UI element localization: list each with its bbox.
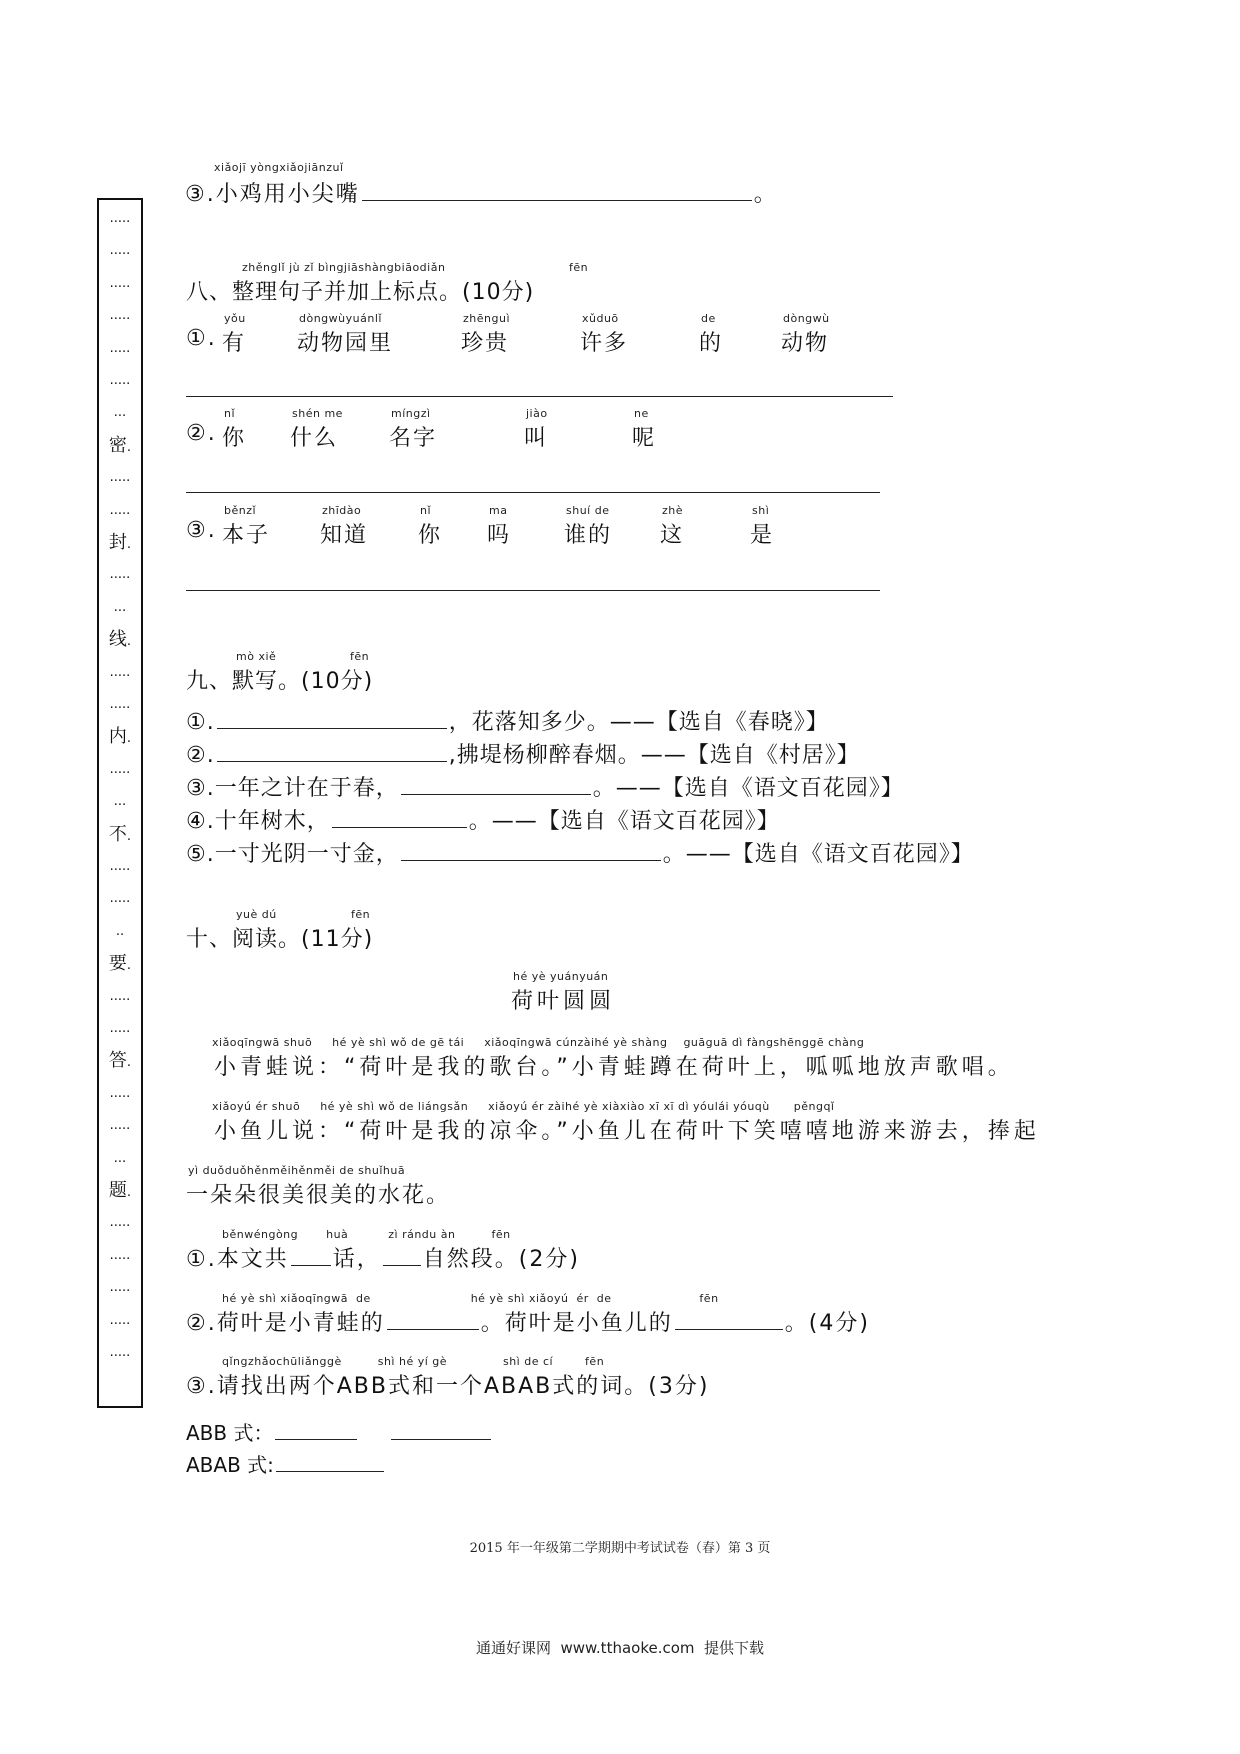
answer-blank[interactable] (332, 809, 467, 828)
reading-q3 (186, 1369, 709, 1400)
answer-blank[interactable] (291, 1247, 331, 1266)
section10-pinyin-fen: fēn (351, 908, 371, 921)
seal-char-dot: . (126, 958, 132, 974)
seal-char-dot: . (126, 634, 132, 650)
seal-dots: ..... (109, 502, 131, 518)
word-pinyin: shén me (292, 407, 343, 420)
q2-text-b: 。荷叶是小鱼儿的 (480, 1311, 673, 1336)
seal-char (99, 1180, 141, 1201)
q1-label: ①. (186, 1247, 217, 1272)
word-hanzi: 你 (418, 523, 443, 548)
recitation-after: ,拂堤杨柳醉春烟。——【选自《村居》】 (448, 743, 860, 768)
seal-dots: ... (113, 599, 127, 615)
recitation-label: ⑤. (186, 842, 215, 867)
passage-title: 荷叶圆圆 (511, 989, 616, 1014)
q1-pinyin: běnwéngòng huà zì rándu àn fēn (222, 1228, 511, 1241)
para3: 一朵朵很美很美的水花。 (186, 1183, 451, 1208)
para2: 小鱼儿说：“荷叶是我的凉伞。”小鱼儿在荷叶下笑嘻嘻地游来游去，捧起 (214, 1119, 1040, 1144)
recitation-line (186, 771, 904, 802)
section8-item-label: ②. (186, 421, 217, 446)
q3-text: 请找出两个ABB式和一个ABAB式的词。(3分) (216, 1374, 710, 1399)
q2-pinyin: hé yè shì xiǎoqīngwā de hé yè shì xiǎoyú ér de fēn (222, 1292, 719, 1305)
abb-label: ABB 式： (186, 1421, 274, 1445)
word-pinyin: zhīdào (322, 504, 362, 517)
seal-dots: ..... (109, 211, 131, 226)
seal-dots: ..... (109, 1280, 131, 1296)
word-hanzi: 许多 (580, 331, 629, 356)
recitation-before: 一年之计在于春， (214, 776, 399, 801)
word-hanzi: 这 (660, 523, 685, 548)
recitation-line (186, 705, 829, 736)
seal-char-glyph: 要 (108, 953, 127, 975)
seal-dots: ..... (109, 761, 131, 777)
word-pinyin: dòngwùyuánlǐ (299, 312, 382, 325)
seal-dots: ..... (109, 243, 131, 259)
word-pinyin: zhè (662, 504, 684, 517)
section8-pinyin: zhěnglǐ jù zǐ bìngjiāshàngbiāodiǎn (242, 261, 446, 274)
q7-item3-label: ③. (185, 182, 216, 207)
seal-dots: ..... (109, 567, 131, 583)
word-pinyin: shì (752, 504, 770, 517)
word-hanzi: 你 (222, 426, 247, 451)
word-hanzi: 动物 (781, 331, 830, 356)
section8-heading: 八、整理句子并加上标点。(10分) (186, 280, 535, 305)
recitation-after: 。——【选自《语文百花园》】 (468, 809, 780, 834)
q7-item3-pinyin: xiǎojī yòngxiǎojiānzuǐ (214, 161, 344, 174)
reading-q2 (186, 1306, 870, 1337)
recitation-label: ②. (186, 743, 215, 768)
answer-line[interactable] (186, 492, 880, 493)
answer-blank[interactable] (391, 1421, 491, 1440)
recitation-line (186, 738, 860, 769)
passage-title-pinyin: hé yè yuányuán (513, 970, 609, 983)
answer-blank[interactable] (276, 1453, 384, 1472)
word-pinyin: shuí de (566, 504, 610, 517)
answer-blank[interactable] (401, 842, 661, 861)
word-pinyin: de (701, 312, 716, 325)
word-pinyin: nǐ (224, 407, 236, 420)
word-hanzi: 有 (222, 331, 247, 356)
reading-q1 (186, 1242, 580, 1273)
answer-line[interactable] (186, 590, 880, 591)
answer-blank[interactable] (675, 1311, 783, 1330)
answer-blank[interactable] (362, 182, 752, 201)
word-pinyin: ne (634, 407, 649, 420)
section9-heading: 九、默写。(10分) (186, 669, 374, 694)
word-pinyin: jiào (526, 407, 548, 420)
seal-char (99, 823, 141, 845)
para2-pinyin: xiǎoyú ér shuō hé yè shì wǒ de liángsǎn xiǎoyú ér zàihé yè xiàxiào xī xī dì yóulái yóuqù pěngqǐ (212, 1100, 835, 1113)
recitation-after: 。——【选自《语文百花园》】 (592, 776, 904, 801)
section9-pinyin-fen: fēn (350, 650, 370, 663)
seal-char-glyph: 封 (108, 532, 127, 553)
q2-label: ②. (186, 1311, 217, 1336)
seal-char-dot: . (126, 828, 132, 844)
word-hanzi: 是 (750, 523, 775, 548)
seal-dots: ..... (109, 308, 131, 324)
recitation-line (186, 837, 974, 868)
answer-blank[interactable] (383, 1247, 421, 1266)
seal-char-dot: . (126, 1055, 132, 1071)
recitation-after: ，花落知多少。——【选自《春晓》】 (448, 710, 829, 735)
seal-char-glyph: 答 (108, 1050, 127, 1072)
word-hanzi: 什么 (290, 426, 339, 451)
word-hanzi: 的 (699, 331, 724, 356)
recitation-before: 一寸光阴一寸金， (214, 842, 399, 867)
abb-answer-line (186, 1417, 493, 1446)
seal-dots: ..... (109, 859, 131, 874)
word-pinyin: ma (489, 504, 508, 517)
word-hanzi: 知道 (320, 523, 369, 548)
answer-blank[interactable] (275, 1421, 357, 1440)
seal-dots: ... (113, 405, 127, 421)
q7-item3-end: 。 (753, 182, 778, 207)
answer-blank[interactable] (387, 1311, 479, 1330)
q2-text-a: 荷叶是小青蛙的 (216, 1311, 385, 1336)
answer-blank[interactable] (401, 776, 591, 795)
seal-dots: ..... (109, 1312, 131, 1328)
word-hanzi: 叫 (524, 426, 549, 451)
para3-pinyin: yì duǒduǒhěnměihěnměi de shuǐhuā (188, 1164, 406, 1177)
abab-label: ABAB 式: (186, 1453, 274, 1477)
seal-dots: ..... (109, 275, 131, 291)
abab-answer-line (186, 1449, 386, 1478)
word-pinyin: běnzǐ (224, 504, 257, 517)
section8-pinyin-fen: fēn (569, 261, 589, 274)
seal-dots: ..... (109, 1085, 131, 1101)
word-hanzi: 谁的 (564, 523, 613, 548)
recitation-line (186, 804, 780, 835)
q3-pinyin: qǐngzhǎochūliǎnggè shì hé yí gè shì de cí fēn (222, 1355, 605, 1368)
word-pinyin: dòngwù (783, 312, 830, 325)
word-pinyin: zhēnguì (463, 312, 510, 325)
word-hanzi: 本子 (222, 523, 271, 548)
seal-char-glyph: 内 (108, 726, 127, 748)
seal-dots: ..... (109, 697, 131, 712)
seal-char (99, 532, 141, 553)
q1-text-c: 自然段。(2分) (422, 1247, 580, 1272)
q3-label: ③. (186, 1374, 217, 1399)
recitation-after: 。——【选自《语文百花园》】 (662, 842, 974, 867)
q2-text-c: 。(4分) (784, 1311, 870, 1336)
seal-char (99, 1050, 141, 1072)
seal-dots: ..... (109, 1021, 131, 1036)
seal-dots: ..... (109, 891, 131, 907)
section8-item-label: ①. (186, 326, 217, 351)
seal-char-glyph: 不 (108, 823, 127, 845)
seal-char (99, 953, 141, 975)
seal-dots: ..... (109, 470, 131, 486)
answer-blank[interactable] (217, 710, 447, 729)
word-pinyin: yǒu (224, 312, 246, 325)
seal-dots: ..... (109, 1247, 131, 1263)
seal-dots: .. (115, 923, 125, 939)
seal-char-glyph: 线 (108, 629, 127, 651)
seal-char-dot: . (126, 537, 132, 552)
section10-heading: 十、阅读。(11分) (186, 927, 374, 952)
word-pinyin: xǔduō (582, 312, 619, 325)
seal-dots: ..... (109, 664, 131, 680)
seal-dots: ..... (109, 373, 131, 388)
seal-char-glyph: 密 (108, 434, 127, 456)
seal-dots: ..... (109, 988, 131, 1004)
section9-pinyin: mò xiě (236, 650, 277, 663)
word-pinyin: míngzì (391, 407, 431, 420)
seal-line-strip (97, 198, 143, 1408)
q7-item3 (185, 177, 778, 208)
seal-char-dot: . (126, 731, 132, 747)
word-pinyin: nǐ (420, 504, 432, 517)
seal-dots: ..... (109, 1345, 131, 1360)
seal-char (99, 434, 141, 456)
word-hanzi: 名字 (389, 426, 438, 451)
word-hanzi: 动物园里 (297, 331, 394, 356)
seal-dots: ... (113, 1150, 127, 1166)
seal-char (99, 629, 141, 651)
q1-text-a: 本文共 (216, 1247, 289, 1272)
seal-dots: ... (113, 794, 127, 810)
q7-item3-text: 小鸡用小尖嘴 (215, 182, 360, 207)
seal-char-dot: . (126, 439, 132, 455)
seal-dots: ..... (109, 1118, 131, 1134)
para1-pinyin: xiǎoqīngwā shuō hé yè shì wǒ de gē tái xiǎoqīngwā cúnzàihé yè shàng guāguā dì fàngshēnggē chàng (212, 1036, 865, 1049)
section8-item-label: ③. (186, 518, 217, 543)
para1: 小青蛙说：“荷叶是我的歌台。”小青蛙蹲在荷叶上，呱呱地放声歌唱。 (214, 1055, 1014, 1080)
word-hanzi: 呢 (632, 426, 657, 451)
page-footer: 2015 年一年级第二学期期中考试试卷（春）第 3 页 (469, 1541, 771, 1556)
recitation-label: ④. (186, 809, 215, 834)
answer-blank[interactable] (217, 743, 447, 762)
download-credit: 通通好课网 www.tthaoke.com 提供下载 (475, 1639, 765, 1657)
seal-char-dot: . (126, 1185, 132, 1200)
seal-char (99, 726, 141, 748)
section10-pinyin: yuè dú (236, 908, 277, 921)
word-hanzi: 珍贵 (461, 331, 510, 356)
answer-line[interactable] (186, 396, 893, 397)
recitation-label: ③. (186, 776, 215, 801)
seal-dots: ..... (109, 340, 131, 356)
recitation-before: 十年树木， (214, 809, 330, 834)
word-hanzi: 吗 (487, 523, 512, 548)
recitation-label: ①. (186, 710, 215, 735)
seal-char-glyph: 题 (108, 1180, 127, 1201)
q1-text-b: 话， (332, 1247, 381, 1272)
seal-dots: ..... (109, 1215, 131, 1231)
